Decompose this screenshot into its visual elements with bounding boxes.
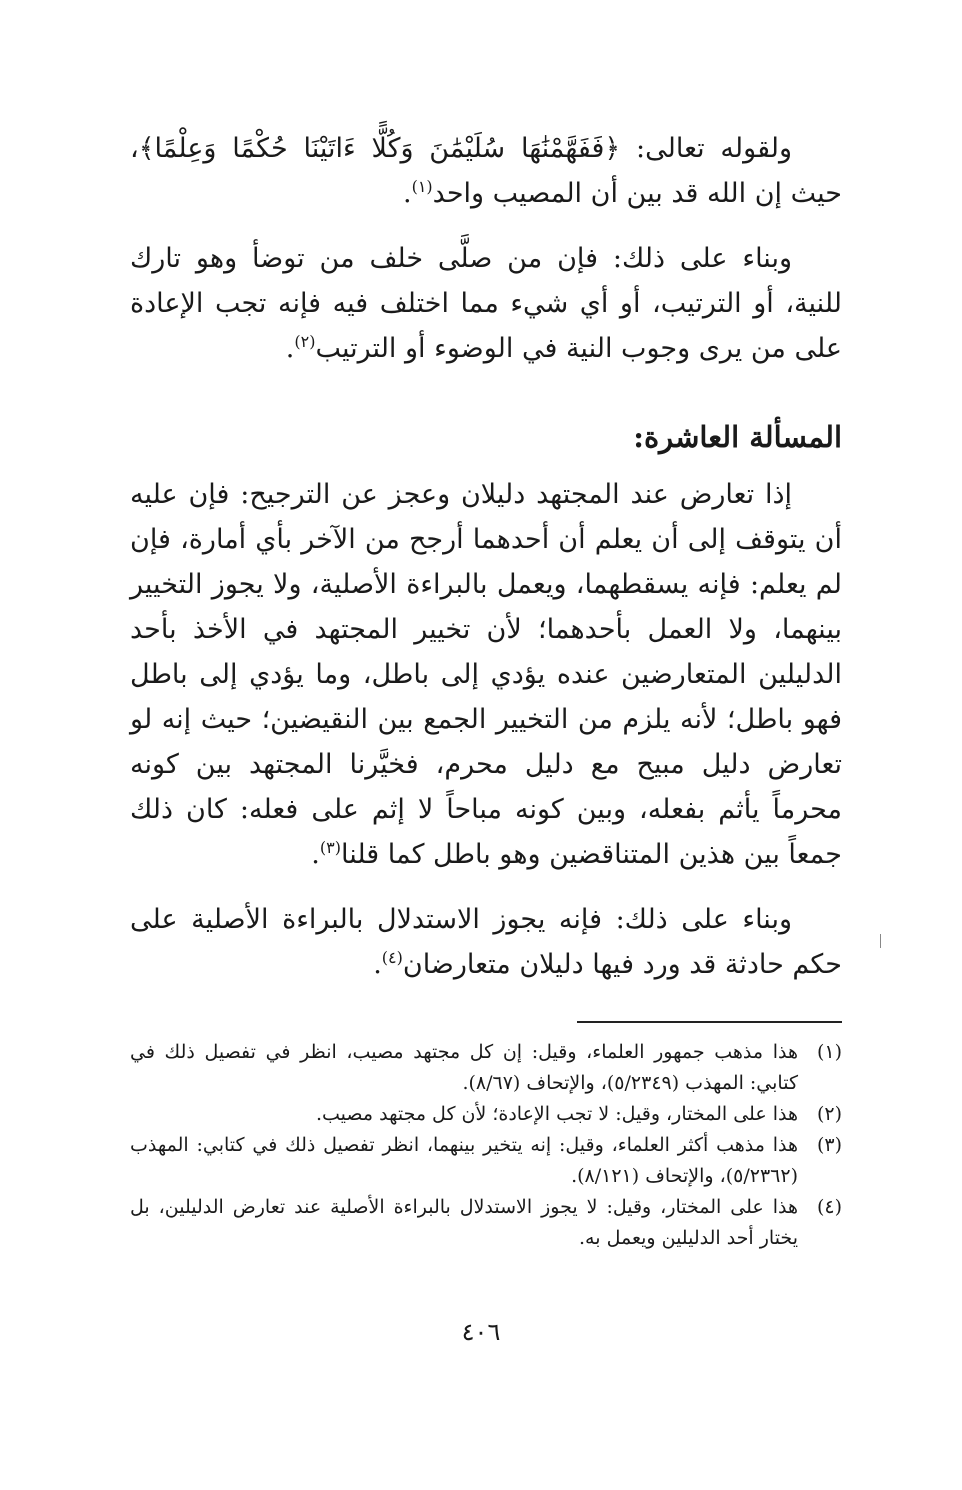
paragraph-end-mark: . [311,839,320,870]
verse-rest-text: ، حيث إن الله قد بين أن المصيب واحد [130,133,842,209]
footnotes [130,1037,842,1254]
footnote-ref-3[interactable]: (٣) [319,838,341,857]
footnote-text: هذا على المختار، وقيل: لا تجب الإعادة؛ لأن كل مجتهد مصيب. [315,1103,798,1125]
paragraph-intention-order [130,236,842,371]
footnote-number: (٤) [816,1196,842,1218]
paragraph-end-mark: . [402,178,412,209]
paragraph-text: إذا تعارض عند المجتهد دليلان وعجز عن الترجيح: فإن عليه أن يتوقف إلى أن يعلم أن أحدهما أرجح من الآخر بأي أمارة، فإن لم يعلم: فإنه يسقطهما، ويعمل بالبراءة الأصلية، ولا يجوز التخيير بينهما، ولا العمل بأحدهما؛ لأن تخيير المجتهد في الأخذ بأحد الدليلين المتعارضين عنده يؤدي إلى باطل، وما يؤدي إلى باطل فهو باطل؛ لأنه يلزم من التخيير الجمع بين النقيضين؛ حيث إنه لو تعارض دليل مبيح مع دليل محرم، فخيَّرنا المجتهد بين كونه محرماً يأثم بفعله، وبين كونه مباحاً لا إثم على فعله: كان ذلك جمعاً بين هذين المتناقضين وهو باطل كما قلنا [130,479,842,870]
paragraph-original-innocence [130,897,842,987]
footnote-text: هذا مذهب أكثر العلماء، وقيل: إنه يتخير بينهما، انظر تفصيل ذلك في كتابي: المهذب (٥/٢٣٦٢)، والإتحاف (٨/١٢١). [130,1134,798,1187]
margin-mark [880,934,881,948]
footnote-number: (٢) [816,1103,842,1125]
verse-lead-text: ولقوله تعالى: [620,133,792,164]
footnote-separator [577,1021,842,1023]
paragraph-conflicting-evidence [130,472,842,877]
footnote-number: (٣) [816,1134,842,1156]
footnote-number: (١) [816,1041,842,1063]
page-number: ٤٠٦ [461,1318,501,1346]
footnote-item-1 [130,1037,842,1099]
footnote-item-3 [130,1130,842,1192]
paragraph-text: وبناء على ذلك: فإنه يجوز الاستدلال بالبراءة الأصلية على حكم حادثة قد ورد فيها دليلان متعارضان [130,904,842,980]
paragraph-end-mark: . [373,949,382,980]
footnote-ref-1[interactable]: (١) [411,177,433,196]
paragraph-quran-verse [130,126,842,216]
footnote-text: هذا على المختار، وقيل: لا يجوز الاستدلال بالبراءة الأصلية عند تعارض الدليلين، بل يختار أحد الدليلين ويعمل به. [130,1196,798,1249]
paragraph-end-mark: . [285,333,295,364]
footnote-item-4 [130,1192,842,1254]
footnote-item-2 [130,1099,842,1130]
paragraph-text: وبناء على ذلك: فإن من صلَّى خلف من توضأ وهو تارك للنية، أو الترتيب، أو أي شيء مما اختلف فيه فإنه تجب الإعادة على من يرى وجوب النية في الوضوء أو الترتيب [130,243,842,364]
footnote-ref-4[interactable]: (٤) [381,948,403,967]
footnote-ref-2[interactable]: (٢) [294,332,316,351]
section-heading: المسألة العاشرة: [633,420,842,454]
quran-verse: ﴿فَفَهَّمْنَٰهَا سُلَيْمَٰنَ وَكُلًّا ءَاتَيْنَا حُكْمًا وَعِلْمًا﴾ [138,133,621,164]
page-body [130,126,842,1254]
footnote-text: هذا مذهب جمهور العلماء، وقيل: إن كل مجتهد مصيب، انظر في تفصيل ذلك في كتابي: المهذب (٥/٢٣٤٩)، والإتحاف (٨/٦٧). [130,1041,798,1094]
